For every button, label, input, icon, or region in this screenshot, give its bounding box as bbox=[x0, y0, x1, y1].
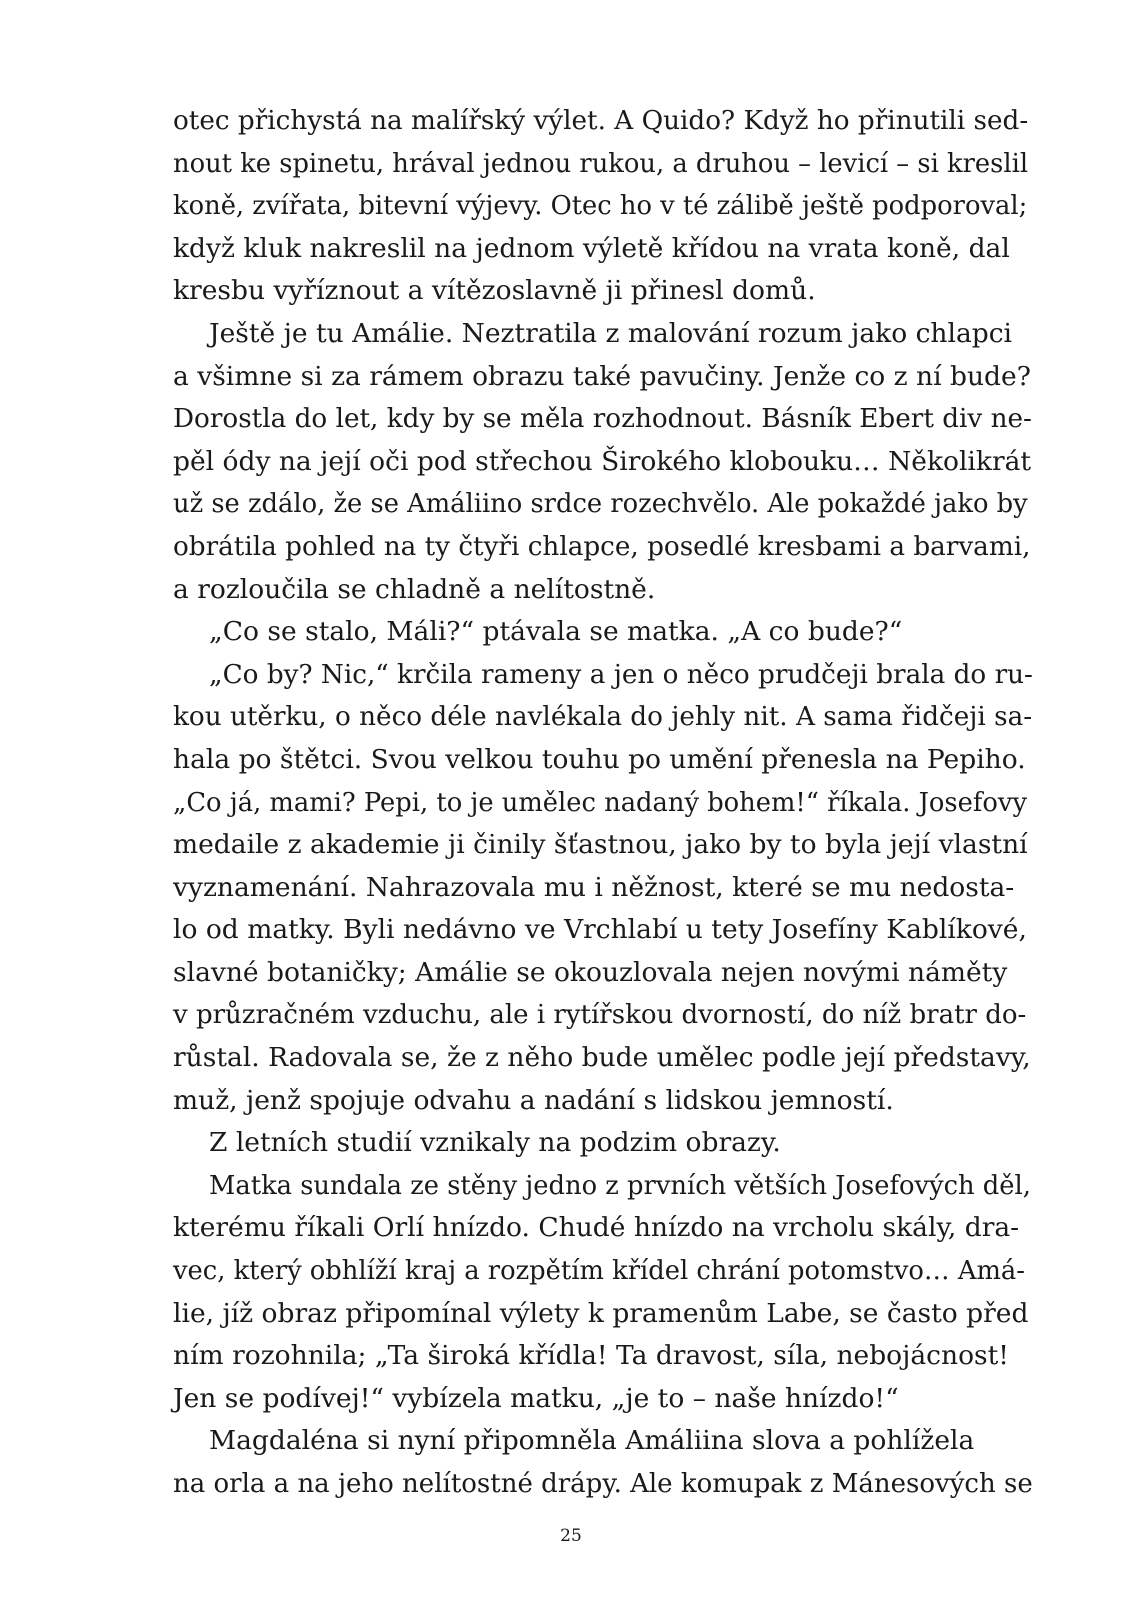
body-text bbox=[173, 100, 1033, 1506]
text-line: kterému říkali Orlí hnízdo. Chudé hnízdo na vrcholu skály, dra- bbox=[173, 1212, 1020, 1244]
text-line: a rozloučila se chladně a nelítostně. bbox=[173, 573, 656, 605]
text-line: a všimne si za rámem obrazu také pavučiny. Jenže co z ní bude? bbox=[173, 360, 1031, 392]
text-line: obrátila pohled na ty čtyři chlapce, posedlé kresbami a barvami, bbox=[173, 531, 1031, 562]
text-line: hala po štětci. Svou velkou touhu po umění přenesla na Pepiho. bbox=[173, 743, 1026, 775]
text-line: „Co já, mami? Pepi, to je umělec nadaný bohem!“ říkala. Josefovy bbox=[173, 787, 1027, 818]
page-number: 25 bbox=[560, 1526, 582, 1546]
paragraph-start-line: Z letních studií vznikaly na podzim obrazy. bbox=[209, 1127, 781, 1159]
text-line: ním rozohnila; „Ta široká křídla! Ta dravost, síla, nebojácnost! bbox=[173, 1340, 1009, 1372]
text-line: když kluk nakreslil na jednom výletě křídou na vrata koně, dal bbox=[173, 232, 1010, 264]
text-line: pěl ódy na její oči pod střechou Širokého klobouku… Několikrát bbox=[173, 445, 1032, 477]
paragraph-start-line: „Co se stalo, Máli?“ ptávala se matka. „A co bude?“ bbox=[209, 616, 903, 648]
text-line: už se zdálo, že se Amáliino srdce rozechvělo. Ale pokaždé jako by bbox=[173, 489, 1028, 520]
text-line: otec přichystá na malířský výlet. A Quido? Když ho přinutili sed- bbox=[173, 106, 1029, 136]
text-line: kou utěrku, o něco déle navlékala do jehly nit. A sama řidčeji sa- bbox=[173, 702, 1033, 733]
paragraph-start-line: Magdaléna si nyní připomněla Amáliina slova a pohlížela bbox=[209, 1425, 975, 1457]
paragraph-start-line: Ještě je tu Amálie. Neztratila z malování rozum jako chlapci bbox=[209, 317, 1013, 349]
text-line: nout ke spinetu, hrával jednou rukou, a druhou – levicí – si kreslil bbox=[173, 148, 1029, 179]
text-line: lo od matky. Byli nedávno ve Vrchlabí u tety Josefíny Kablíkové, bbox=[173, 914, 1027, 946]
text-line: růstal. Radovala se, že z něho bude umělec podle její představy, bbox=[173, 1042, 1031, 1074]
paragraph-start-line: „Co by? Nic,“ krčila rameny a jen o něco prudčeji brala do ru- bbox=[209, 659, 1033, 690]
text-line: Dorostla do let, kdy by se měla rozhodnout. Básník Ebert div ne- bbox=[173, 404, 1032, 435]
paragraph-start-line: Matka sundala ze stěny jedno z prvních větších Josefových děl, bbox=[209, 1170, 1031, 1201]
text-line: medaile z akademie ji činily šťastnou, jako by to byla její vlastní bbox=[173, 829, 1028, 861]
text-line: vyznamenání. Nahrazovala mu i něžnost, které se mu nedosta- bbox=[173, 871, 1015, 903]
text-line: slavné botaničky; Amálie se okouzlovala nejen novými náměty bbox=[173, 956, 1008, 988]
text-line: Jen se podívej!“ vybízela matku, „je to – naše hnízdo!“ bbox=[173, 1382, 899, 1414]
text-line: muž, jenž spojuje odvahu a nadání s lidskou jemností. bbox=[173, 1084, 894, 1116]
text-line: vec, který obhlíží kraj a rozpětím křídel chrání potomstvo… Amá- bbox=[173, 1256, 1025, 1287]
text-line: na orla a na jeho nelítostné drápy. Ale komupak z Mánesových se bbox=[173, 1469, 1033, 1499]
text-line: lie, jíž obraz připomínal výlety k pramenům Labe, se často před bbox=[173, 1297, 1029, 1329]
text-line: kresbu vyříznout a vítězoslavně ji přinesl domů. bbox=[173, 275, 816, 307]
text-line: koně, zvířata, bitevní výjevy. Otec ho v té zálibě ještě podporoval; bbox=[173, 191, 1028, 222]
text-line: v průzračném vzduchu, ale i rytířskou dvorností, do níž bratr do- bbox=[173, 1000, 1027, 1031]
